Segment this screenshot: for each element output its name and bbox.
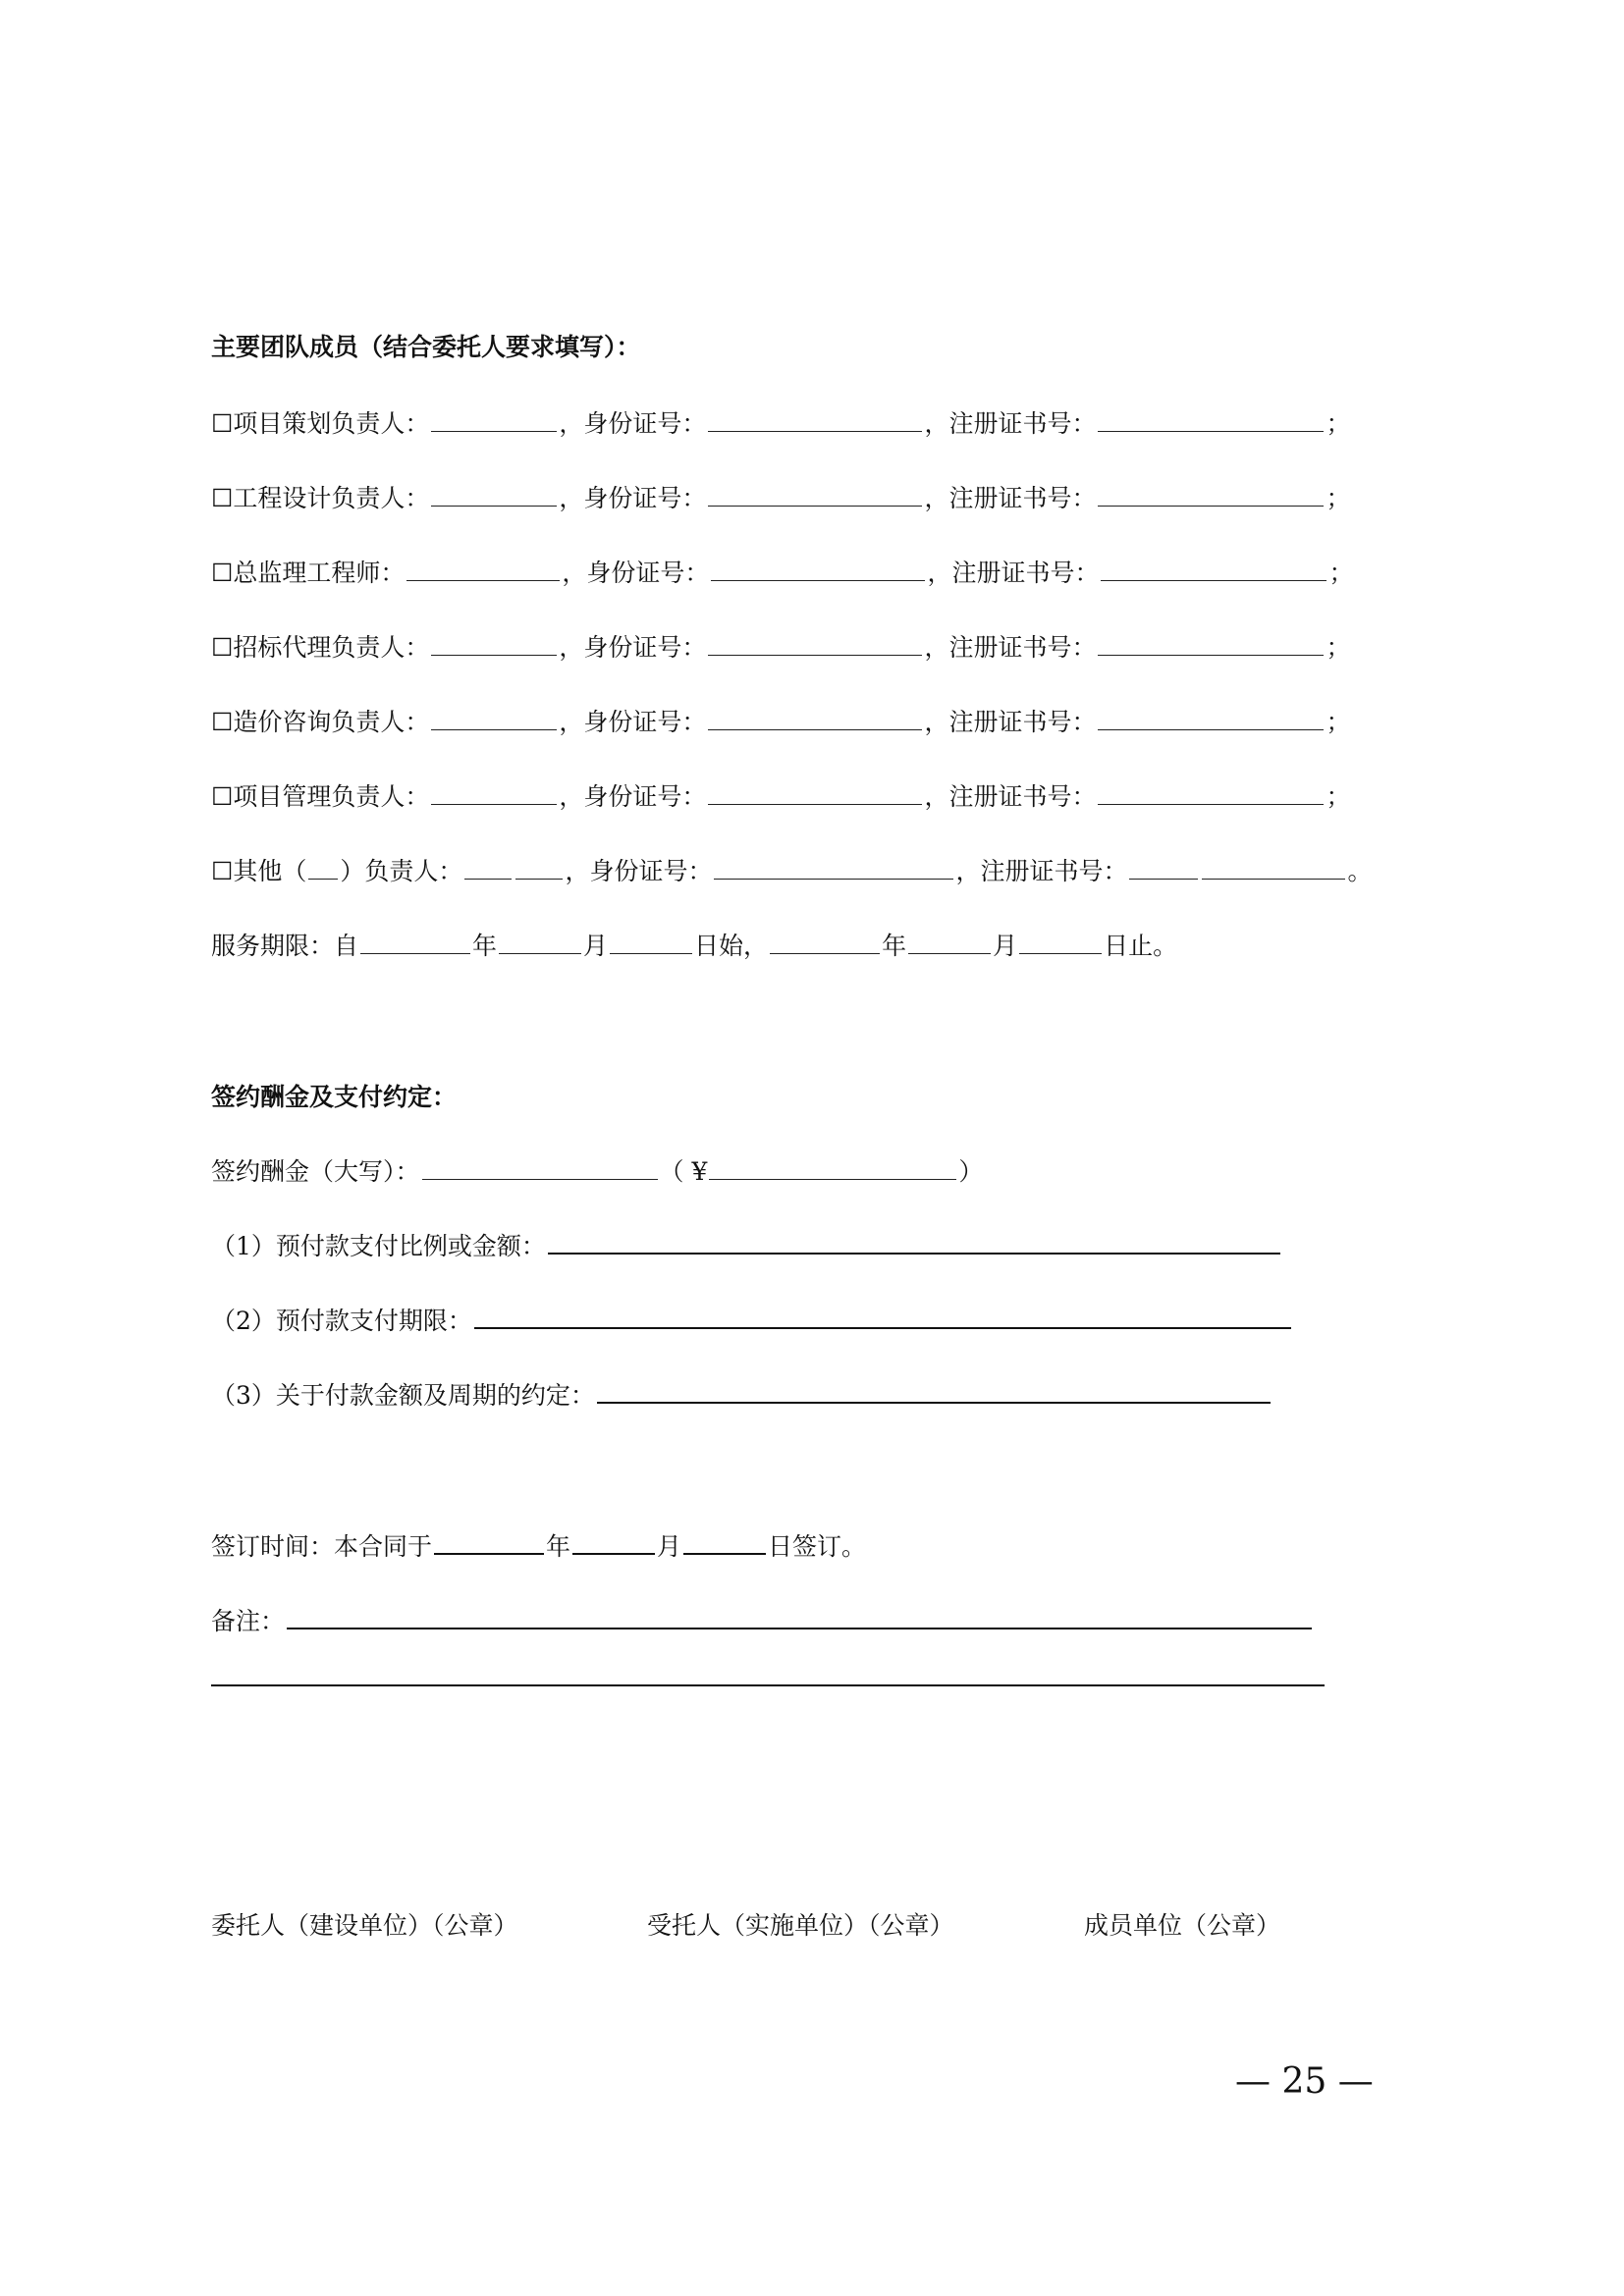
fee-amount-words-blank[interactable] bbox=[422, 1177, 658, 1180]
cert-number-blank[interactable] bbox=[1098, 802, 1324, 805]
page-number: — 25 — bbox=[1235, 2061, 1374, 2102]
prepayment-term-blank[interactable] bbox=[474, 1325, 1291, 1329]
start-year-blank[interactable] bbox=[360, 951, 470, 954]
team-row: ☐工程设计负责人： ，身份证号： ，注册证书号： ； bbox=[211, 484, 1351, 512]
id-number-blank[interactable] bbox=[708, 727, 922, 730]
id-number-blank[interactable] bbox=[708, 802, 922, 805]
cert-number-blank[interactable] bbox=[1098, 504, 1324, 507]
name-blank[interactable] bbox=[464, 877, 512, 880]
remarks-second-line[interactable] bbox=[211, 1684, 1325, 1686]
cert-number-blank[interactable] bbox=[1129, 877, 1198, 880]
start-day-blank[interactable] bbox=[610, 951, 692, 954]
service-term: 服务期限：自 年 月 日始， 年 月 日止。 bbox=[211, 932, 1178, 960]
fee-heading: 签约酬金及支付约定： bbox=[211, 1083, 458, 1111]
name-blank[interactable] bbox=[406, 578, 560, 581]
team-row: ☐总监理工程师： ，身份证号： ，注册证书号： ； bbox=[211, 559, 1354, 587]
sign-year-blank[interactable] bbox=[434, 1551, 544, 1555]
team-heading: 主要团队成员（结合委托人要求填写）： bbox=[211, 333, 641, 361]
prepayment-amount-blank[interactable] bbox=[548, 1251, 1280, 1255]
sign-month-blank[interactable] bbox=[572, 1551, 655, 1555]
start-month-blank[interactable] bbox=[499, 951, 581, 954]
id-number-blank[interactable] bbox=[714, 877, 953, 880]
cert-number-blank[interactable] bbox=[1098, 653, 1324, 656]
id-number-blank[interactable] bbox=[708, 429, 922, 432]
remarks-row: 备注： bbox=[211, 1586, 1314, 1633]
other-role-blank[interactable] bbox=[308, 877, 338, 880]
name-blank[interactable] bbox=[431, 653, 557, 656]
team-row-other: ☐其他（ ）负责人： ，身份证号： ，注册证书号： 。 bbox=[211, 857, 1373, 885]
team-row: ☐项目策划负责人： ，身份证号： ，注册证书号： ； bbox=[211, 409, 1351, 438]
name-blank[interactable] bbox=[431, 429, 557, 432]
cert-number-blank[interactable] bbox=[1202, 877, 1345, 880]
fee-amount-number-blank[interactable] bbox=[709, 1177, 956, 1180]
id-number-blank[interactable] bbox=[708, 504, 922, 507]
end-month-blank[interactable] bbox=[908, 951, 991, 954]
end-year-blank[interactable] bbox=[770, 951, 880, 954]
id-number-blank[interactable] bbox=[708, 653, 922, 656]
signing-date-row: 签订时间：本合同于 年 月 日签订。 bbox=[211, 1532, 867, 1561]
party-member: 成员单位（公章） bbox=[1084, 1911, 1281, 1940]
party-contractor: 受托人（实施单位）（公章） bbox=[647, 1911, 954, 1940]
fee-item-1: （1）预付款支付比例或金额： bbox=[211, 1211, 1282, 1258]
name-blank[interactable] bbox=[515, 877, 563, 880]
team-row: ☐招标代理负责人： ，身份证号： ，注册证书号： ； bbox=[211, 633, 1351, 662]
sign-day-blank[interactable] bbox=[683, 1551, 766, 1555]
party-client: 委托人（建设单位）（公章） bbox=[211, 1911, 518, 1940]
fee-item-2: （2）预付款支付期限： bbox=[211, 1286, 1293, 1333]
fee-item-3: （3）关于付款金额及周期的约定： bbox=[211, 1361, 1272, 1408]
cert-number-blank[interactable] bbox=[1098, 727, 1324, 730]
id-number-blank[interactable] bbox=[711, 578, 925, 581]
name-blank[interactable] bbox=[431, 504, 557, 507]
team-row: ☐造价咨询负责人： ，身份证号： ，注册证书号： ； bbox=[211, 708, 1351, 736]
name-blank[interactable] bbox=[431, 727, 557, 730]
team-row: ☐项目管理负责人： ，身份证号： ，注册证书号： ； bbox=[211, 782, 1351, 811]
fee-amount-row: 签约酬金（大写）： （ ¥ ） bbox=[211, 1157, 984, 1186]
remarks-blank[interactable] bbox=[287, 1626, 1312, 1629]
cert-number-blank[interactable] bbox=[1101, 578, 1326, 581]
name-blank[interactable] bbox=[431, 802, 557, 805]
cert-number-blank[interactable] bbox=[1098, 429, 1324, 432]
payment-terms-blank[interactable] bbox=[597, 1400, 1271, 1404]
end-day-blank[interactable] bbox=[1019, 951, 1102, 954]
